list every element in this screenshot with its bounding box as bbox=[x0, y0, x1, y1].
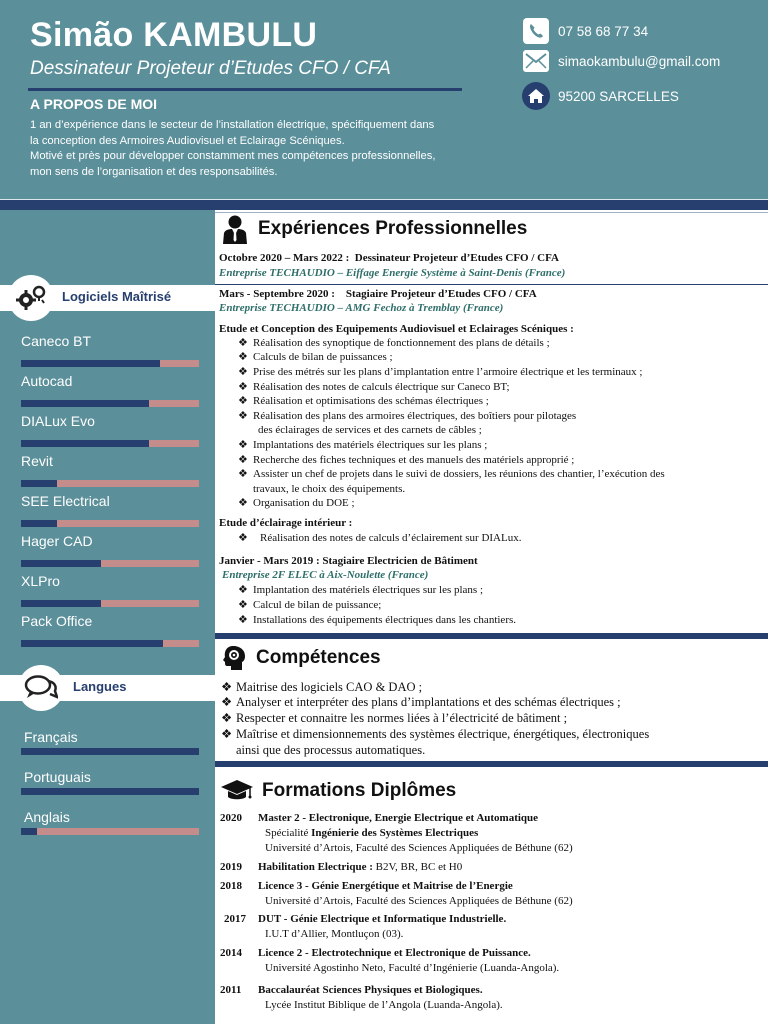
software-level-bar bbox=[21, 360, 199, 367]
formation-year: 2011 bbox=[220, 984, 242, 996]
language-name: Anglais bbox=[24, 809, 70, 825]
software-level-bar bbox=[21, 600, 199, 607]
competence-item: ❖ Maitrise des logiciels CAO & DAO ; bbox=[221, 680, 423, 694]
software-level-fill bbox=[21, 520, 57, 527]
formation-title: DUT - Génie Electrique et Informatique Industrielle. bbox=[258, 913, 507, 925]
home-icon bbox=[522, 82, 550, 110]
software-level-bar bbox=[21, 520, 199, 527]
software-name: Hager CAD bbox=[21, 533, 93, 549]
software-level-fill bbox=[21, 640, 163, 647]
formation-year: 2020 bbox=[220, 812, 242, 824]
experience-heading bbox=[220, 213, 527, 245]
study-item-continued: des éclairages de services et des carnets de câbles ; bbox=[258, 424, 482, 436]
section-divider bbox=[215, 761, 768, 767]
software-heading-label: Logiciels Maîtrisé bbox=[62, 289, 172, 304]
formation-school: I.U.T d’Allier, Montluçon (03). bbox=[265, 928, 404, 940]
job1-separator bbox=[215, 284, 768, 285]
software-level-fill bbox=[21, 480, 57, 487]
job3-item: ❖ Installations des équipements électriques dans les chantiers. bbox=[238, 614, 517, 626]
phone-icon bbox=[522, 17, 550, 45]
formation-school: Université Agostinho Neto, Faculté d’Ingénierie (Luanda-Angola). bbox=[265, 962, 560, 974]
job3-item: ❖ Calcul de bilan de puissance; bbox=[238, 599, 382, 611]
person-icon bbox=[220, 213, 250, 245]
gears-icon bbox=[8, 275, 54, 321]
study-item: ❖ Réalisation des synoptique de fonctionnement des plans de détails ; bbox=[238, 337, 550, 349]
software-level-bar bbox=[21, 440, 199, 447]
language-name: Français bbox=[24, 729, 78, 745]
mail-icon bbox=[522, 47, 550, 75]
software-level-fill bbox=[21, 560, 101, 567]
software-level-bar bbox=[21, 400, 199, 407]
job2-role: Stagiaire Projeteur d’Etudes CFO / CFA bbox=[345, 288, 537, 300]
study-item: ❖ Réalisation des plans des armoires électriques, des boîtiers pour pilotages bbox=[238, 410, 577, 422]
about-title: A PROPOS DE MOI bbox=[30, 96, 158, 112]
formations-title: Formations Diplômes bbox=[262, 780, 457, 801]
email-address: simaokambulu@gmail.com bbox=[558, 53, 721, 69]
software-level-bar bbox=[21, 560, 199, 567]
formation-school: Université d’Artois, Faculté des Sciences Appliquées de Béthune (62) bbox=[265, 842, 573, 854]
study-title: Etude et Conception des Equipements Audiovisuel et Eclairages Scéniques : bbox=[219, 323, 574, 335]
study-item: ❖ Réalisation des notes de calculs électrique sur Caneco BT; bbox=[238, 381, 510, 393]
contact-email bbox=[522, 47, 720, 75]
software-level-bar bbox=[21, 480, 199, 487]
head-gear-icon bbox=[220, 644, 248, 672]
job2-line bbox=[219, 288, 537, 301]
study-item: ❖ Calculs de bilan de puissances ; bbox=[238, 351, 393, 363]
formation-title: Master 2 - Electronique, Energie Electrique et Automatique bbox=[258, 812, 539, 824]
software-name: Autocad bbox=[21, 373, 73, 389]
section-divider bbox=[215, 633, 768, 639]
software-level-fill bbox=[21, 360, 160, 367]
graduation-cap-icon bbox=[220, 778, 254, 804]
job-title-underline bbox=[28, 88, 462, 91]
lighting-item: ❖ Réalisation des notes de calculs d’éclairement sur DIALux. bbox=[238, 532, 522, 544]
job2-company: Entreprise TECHAUDIO – AMG Fechoz à Tremblay (France) bbox=[219, 302, 504, 314]
job3-title: Janvier - Mars 2019 : Stagiaire Electricien de Bâtiment bbox=[219, 555, 478, 567]
lighting-title: Etude d’éclairage intérieur : bbox=[219, 517, 353, 529]
job3-item: ❖ Implantation des matériels électriques sur les plans ; bbox=[238, 584, 484, 596]
study-item: ❖ Organisation du DOE ; bbox=[238, 497, 355, 509]
study-item-continued: travaux, le choix des équipements. bbox=[253, 483, 406, 495]
formation-year: 2017 bbox=[224, 913, 246, 925]
language-name: Portuguais bbox=[24, 769, 91, 785]
study-item: ❖ Assister un chef de projets dans le suivi de dossiers, les réunions des chantier, l’exécution des bbox=[238, 468, 665, 480]
about-text bbox=[30, 118, 510, 180]
software-name: SEE Electrical bbox=[21, 493, 110, 509]
job1-line bbox=[219, 252, 559, 265]
language-level-bar bbox=[21, 828, 199, 835]
competence-item: ❖ Maîtrise et dimensionnements des systèmes électrique, énergétiques, électroniques bbox=[221, 727, 650, 741]
job3-company: Entreprise 2F ELEC à Aix-Noulette (France) bbox=[222, 569, 429, 581]
formation-year: 2014 bbox=[220, 947, 242, 959]
study-item: ❖ Prise des métrés sur les plans d’implantation entre l’armoire électrique et les terminaux ; bbox=[238, 366, 643, 378]
contact-phone bbox=[522, 17, 648, 45]
software-name: Caneco BT bbox=[21, 333, 92, 349]
chat-icon bbox=[18, 665, 64, 711]
formation-year: 2019 bbox=[220, 861, 242, 873]
about-line: Motivé et près pour développer constamment mes compétences professionnelles, bbox=[30, 150, 436, 162]
language-level-fill bbox=[21, 748, 199, 755]
address: 95200 SARCELLES bbox=[558, 88, 679, 104]
software-name: Revit bbox=[21, 453, 53, 469]
formations-heading bbox=[220, 778, 456, 804]
study-item: ❖ Réalisation et optimisations des schémas électriques ; bbox=[238, 395, 489, 407]
software-level-fill bbox=[21, 440, 149, 447]
language-level-fill bbox=[21, 828, 37, 835]
job2-period: Mars - Septembre 2020 : bbox=[219, 288, 335, 300]
study-item: ❖ Recherche des fiches techniques et des manuels des matériels approprié ; bbox=[238, 454, 575, 466]
competence-item-continued: ainsi que des processus automatiques. bbox=[236, 743, 426, 757]
languages-heading-label: Langues bbox=[73, 679, 127, 694]
software-level-fill bbox=[21, 600, 101, 607]
job1-role: Dessinateur Projeteur d’Etudes CFO / CFA bbox=[354, 252, 559, 264]
about-line: mon sens de l’organisation et des responsabilités. bbox=[30, 165, 278, 178]
formation-title: Licence 3 - Génie Energétique et Maitrise de l’Energie bbox=[258, 880, 513, 892]
language-level-bar bbox=[21, 748, 199, 755]
candidate-name: Simão KAMBULU bbox=[30, 16, 318, 54]
contact-address bbox=[522, 82, 679, 110]
job-title: Dessinateur Projeteur d’Etudes CFO / CFA bbox=[30, 58, 391, 79]
language-level-bar bbox=[21, 788, 199, 795]
software-name: DIALux Evo bbox=[21, 413, 95, 429]
formation-school: Lycée Institut Biblique de l’Angola (Luanda-Angola). bbox=[265, 999, 503, 1011]
software-name: XLPro bbox=[21, 573, 60, 589]
software-name: Pack Office bbox=[21, 613, 93, 629]
software-level-fill bbox=[21, 400, 149, 407]
formation-year: 2018 bbox=[220, 880, 242, 892]
header-divider bbox=[0, 200, 768, 210]
competence-item: ❖ Analyser et interpréter des plans d’implantations et des schémas électriques ; bbox=[221, 695, 621, 709]
job1-period: Octobre 2020 – Mars 2022 : bbox=[219, 252, 350, 264]
competences-title: Compétences bbox=[256, 647, 381, 668]
competences-heading bbox=[220, 644, 381, 672]
phone-number: 07 58 68 77 34 bbox=[558, 23, 649, 39]
formation-school: Université d’Artois, Faculté des Sciences Appliquées de Béthune (62) bbox=[265, 895, 573, 907]
formation-title: Licence 2 - Electrotechnique et Electronique de Puissance. bbox=[258, 947, 531, 959]
language-level-fill bbox=[21, 788, 199, 795]
job1-company: Entreprise TECHAUDIO – Eiffage Energie Système à Saint-Denis (France) bbox=[219, 267, 566, 279]
about-line: 1 an d’expérience dans le secteur de l’installation électrique, spécifiquement dans bbox=[30, 119, 435, 131]
study-item: ❖ Implantations des matériels électriques sur les plans ; bbox=[238, 439, 488, 451]
formation-title: Habilitation Electrique : B2V, BR, BC et H0 bbox=[258, 861, 463, 873]
formation-title: Baccalauréat Sciences Physiques et Biologiques. bbox=[258, 984, 483, 996]
competence-item: ❖ Respecter et connaitre les normes liées à l’électricité de bâtiment ; bbox=[221, 711, 568, 725]
about-line: la conception des Armoires Audiovisuel et Eclairage Scéniques. bbox=[30, 134, 345, 147]
software-level-bar bbox=[21, 640, 199, 647]
experience-title: Expériences Professionnelles bbox=[258, 218, 528, 239]
formation-specialty: Spécialité Ingénierie des Systèmes Electriques bbox=[265, 827, 479, 839]
